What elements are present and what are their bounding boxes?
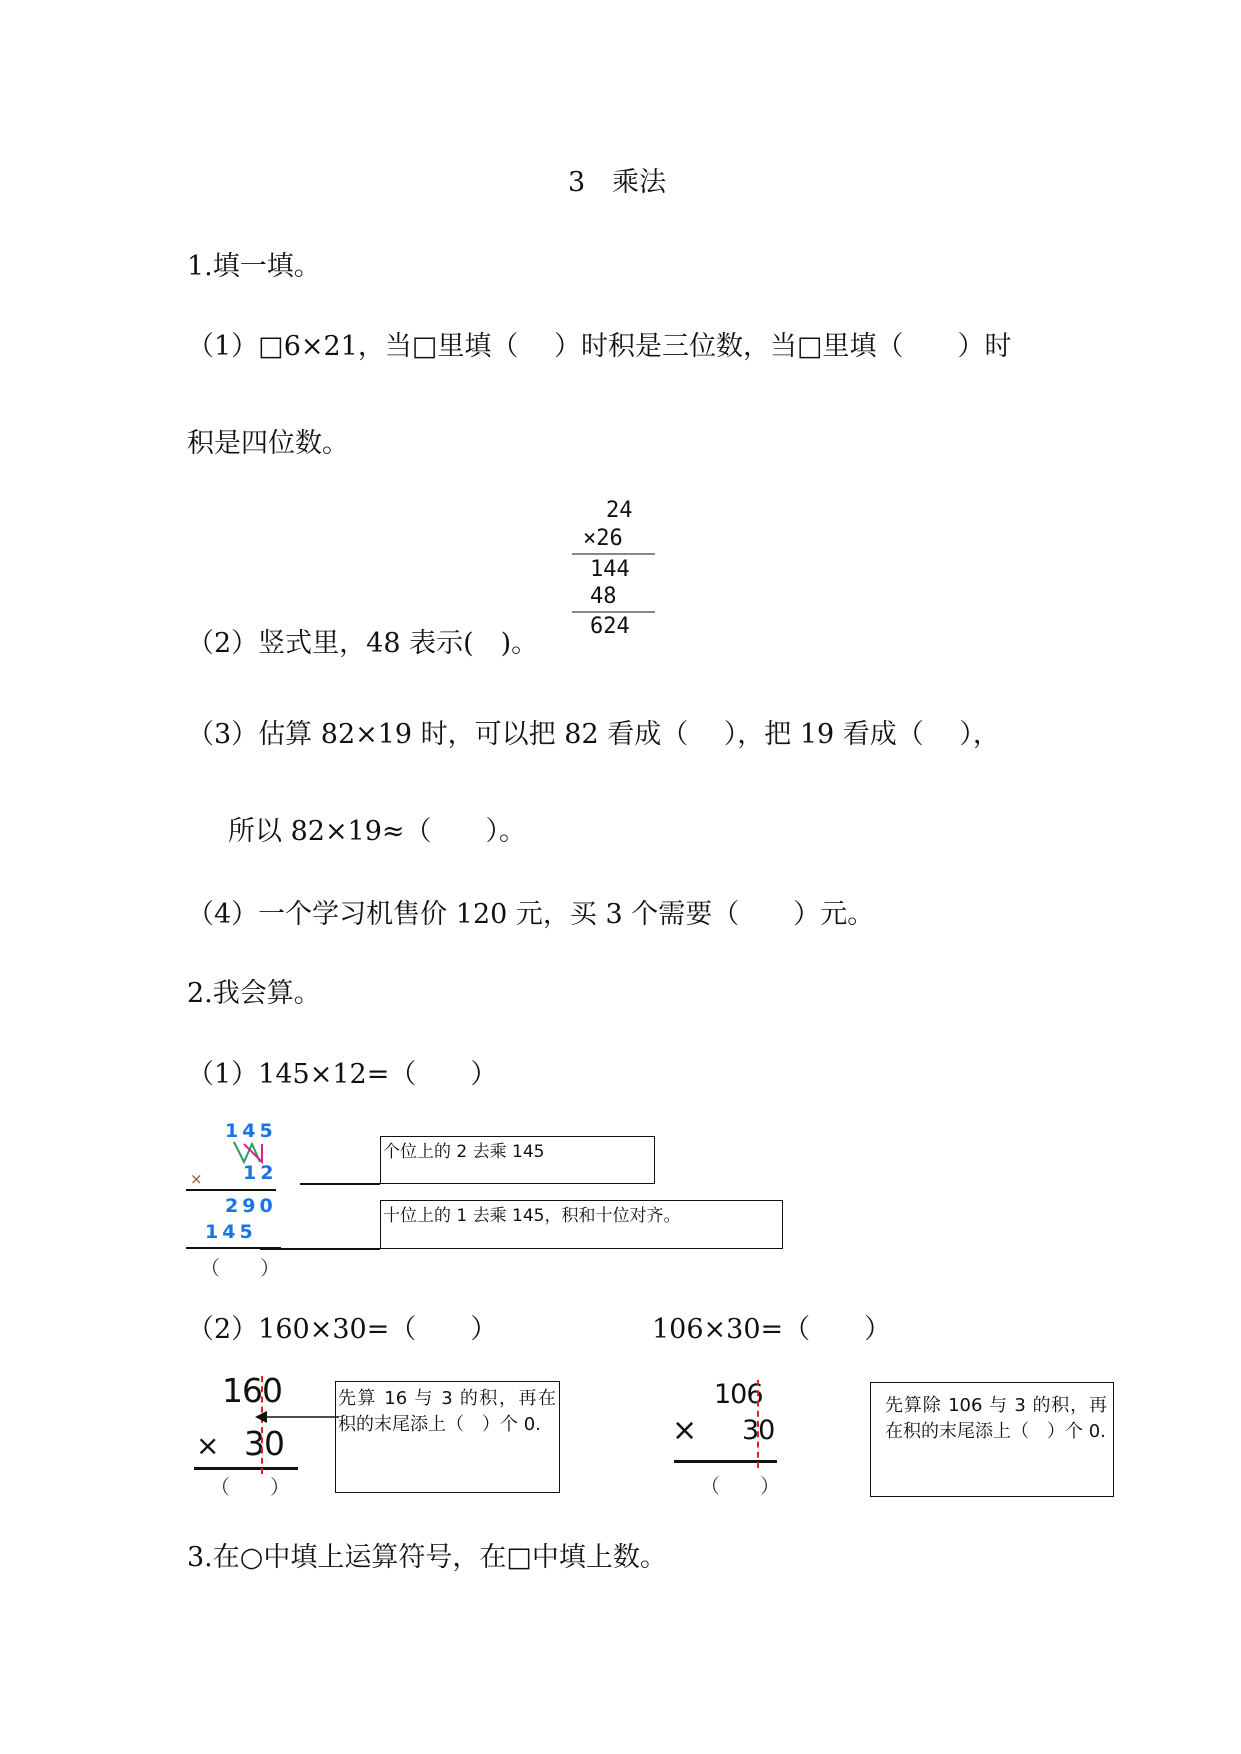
hint-box-106 [870, 1382, 1114, 1497]
question-2-2-right: 106×30=（ ） [652, 1314, 892, 1345]
page-title: 3 乘法 [568, 167, 667, 198]
calc-line [194, 1467, 298, 1470]
calc-mul-sign: × [190, 1170, 203, 1188]
question-1-2: （2）竖式里，48 表示( )。 [187, 628, 539, 659]
calc-row2: 145 [205, 1221, 257, 1243]
calc-top: 160 [222, 1371, 282, 1410]
alignment-dash [261, 1376, 263, 1474]
section3-heading: 3.在○中填上运算符号，在□中填上数。 [187, 1542, 667, 1573]
calc-result-paren: （ ） [200, 1256, 280, 1280]
calc-mul: 12 [243, 1162, 278, 1184]
section2-heading: 2.我会算。 [187, 978, 321, 1009]
hint-box-tens [380, 1200, 783, 1249]
section1-heading: 1.填一填。 [187, 251, 321, 282]
calc-result-paren: （ ） [210, 1475, 290, 1499]
hint-box-106-text: 先算除 106 与 3 的积，再在积的末尾添上（ ）个 0. [885, 1395, 1107, 1442]
calc-result: 624 [590, 614, 630, 639]
calc-result-paren: （ ） [700, 1474, 780, 1498]
calc-line-2 [572, 611, 655, 613]
hint-box-tens-text: 十位上的 1 去乘 145，积和十位对齐。 [383, 1206, 681, 1226]
calc-line [674, 1460, 777, 1463]
calc-top: 145 [225, 1120, 277, 1142]
question-2-2-left: （2）160×30=（ ） [187, 1314, 498, 1345]
question-1-4: （4）一个学习机售价 120 元，买 3 个需要（ ）元。 [187, 899, 875, 930]
connector-line-1 [300, 1183, 380, 1185]
connector-line-2 [260, 1248, 380, 1250]
calc-line-1 [186, 1189, 276, 1191]
hint-box-160 [335, 1381, 560, 1493]
hint-box-ones-text: 个位上的 2 去乘 145 [383, 1142, 545, 1162]
question-1-1-line1: （1）□6×21，当□里填（ ）时积是三位数，当□里填（ ）时 [187, 331, 1012, 362]
calc-line-1 [572, 553, 655, 555]
question-1-3-line1: （3）估算 82×19 时，可以把 82 看成（ ），把 19 看成（ ）， [187, 719, 1000, 750]
calc-row1: 290 [225, 1195, 277, 1217]
calc-row1: 144 [590, 557, 630, 582]
alignment-dash [757, 1380, 759, 1468]
calc-mul: ×26 [583, 526, 623, 551]
calc-mul: 30 [742, 1415, 775, 1446]
hint-box-ones [380, 1136, 655, 1184]
calc-top: 106 [714, 1379, 763, 1410]
hint-box-160-text: 先算 16 与 3 的积，再在积的末尾添上（ ）个 0. [338, 1388, 556, 1435]
arrow-left-icon [255, 1410, 340, 1424]
calc-row2: 48 [590, 584, 617, 609]
question-1-3-line2: 所以 82×19≈（ ）。 [228, 816, 527, 847]
calc-top: 24 [606, 498, 633, 523]
calc-mul: 30 [244, 1424, 284, 1463]
calc-mul-sign: × [672, 1413, 697, 1448]
calc-mul-sign: × [196, 1429, 219, 1462]
question-1-1-line2: 积是四位数。 [187, 428, 349, 459]
question-2-1: （1）145×12=（ ） [187, 1059, 498, 1090]
